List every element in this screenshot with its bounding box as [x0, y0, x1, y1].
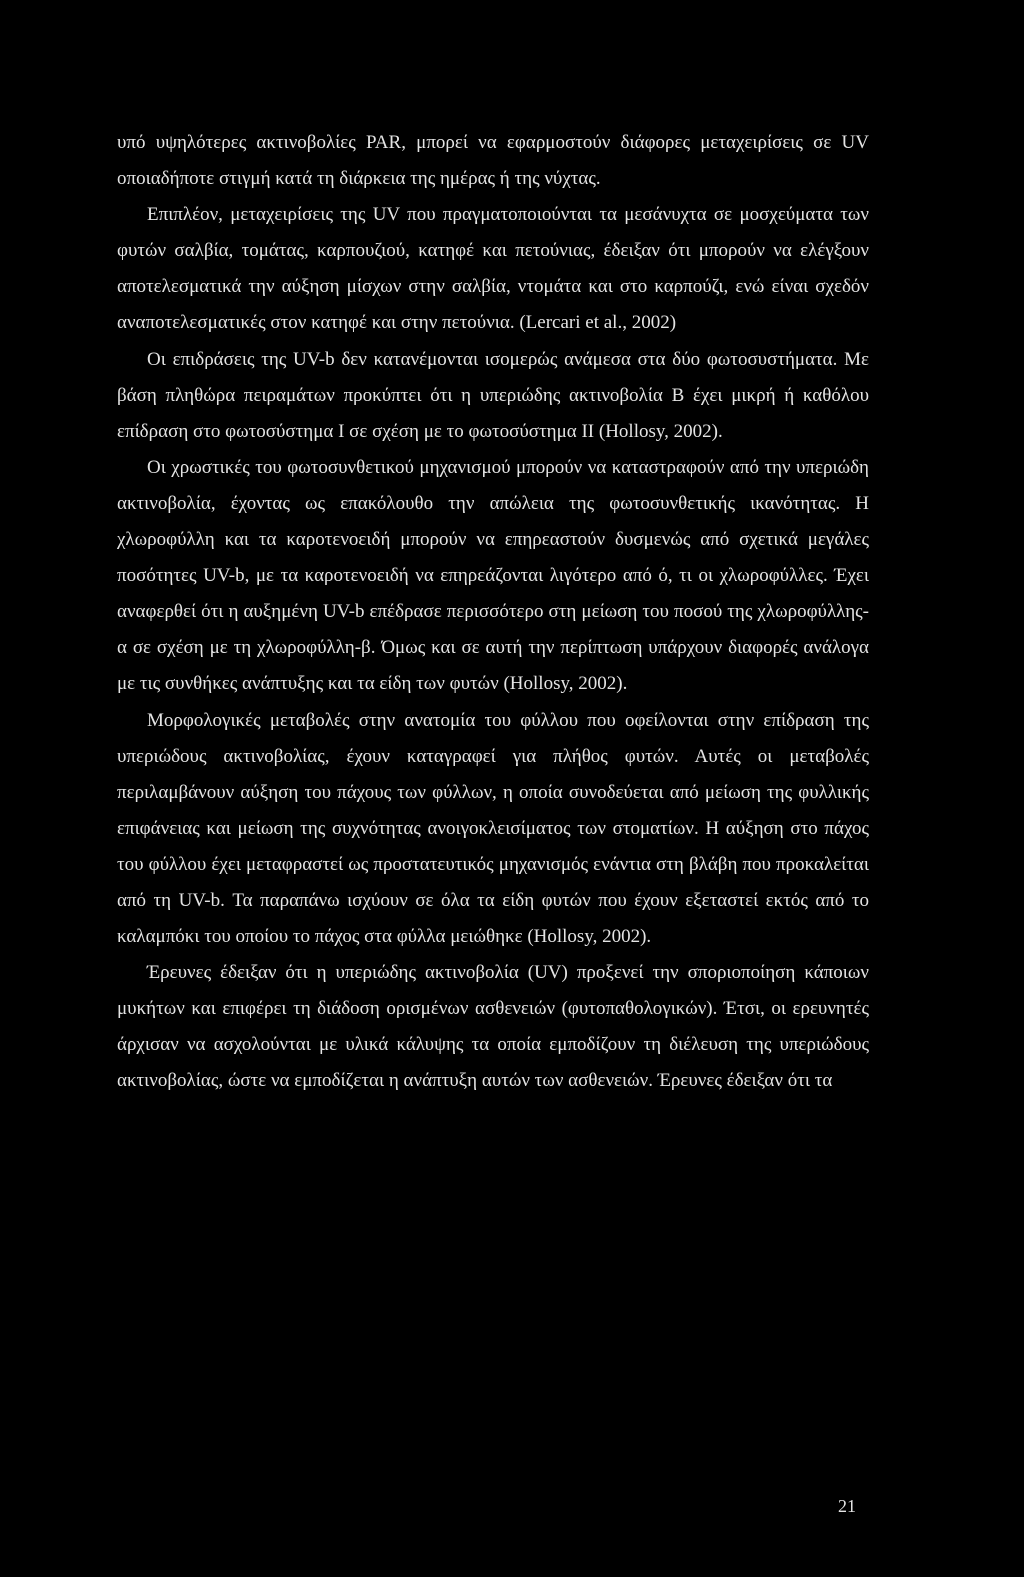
page-body: [117, 125, 869, 1100]
paragraph-photosystems: Οι επιδράσεις της UV-b δεν κατανέμονται ισομερώς ανάμεσα στα δύο φωτοσυστήματα. Με βάση πληθώρα πειραμάτων προκύπτει ότι η υπεριώδης ακτινοβολία Β έχει μικρή ή καθόλου επίδραση στο φωτοσύστημα I σε σχέση με το φωτοσύστημα II (Hollosy, 2002).: [117, 348, 869, 442]
paragraph-continuation: υπό υψηλότερες ακτινοβολίες PAR, μπορεί να εφαρμοστούν διάφορες μεταχειρίσεις σε UV οποιαδήποτε στιγμή κατά τη διάρκεια της ημέρας ή της νύχτας.: [117, 132, 869, 190]
page-number: 21: [838, 1496, 856, 1516]
paragraph-uv-midnight-treatments: Επιπλέον, μεταχειρίσεις της UV που πραγματοποιούνται τα μεσάνυχτα σε μοσχεύματα των φυτών σαλβία, τομάτας, καρπουζιού, κατηφέ και πετούνιας, έδειξαν ότι μπορούν να ελέγξουν αποτελεσματικά την αύξηση μίσχων στην σαλβία, ντομάτα και στο καρπούζι, ενώ είναι σχεδόν αναποτελεσματικές στον κατηφέ και στην πετούνια. (Lercari et al., 2002): [117, 204, 869, 334]
paragraph-diseases: Έρευνες έδειξαν ότι η υπεριώδης ακτινοβολία (UV) προξενεί την σποριοποίηση κάποιων μυκήτων και επιφέρει τη διάδοση ορισμένων ασθενειών (φυτοπαθολογικών). Έτσι, οι ερευνητές άρχισαν να ασχολούνται με υλικά κάλυψης τα οποία εμποδίζουν τη διέλευση της υπεριώδους ακτινοβολίας, ώστε να εμποδίζεται η ανάπτυξη αυτών των ασθενειών. Έρευνες έδειξαν ότι τα: [117, 962, 869, 1092]
paragraph-pigments: Οι χρωστικές του φωτοσυνθετικού μηχανισμού μπορούν να καταστραφούν από την υπεριώδη ακτινοβολία, έχοντας ως επακόλουθο την απώλεια της φωτοσυνθετικής ικανότητας. Η χλωροφύλλη και τα καροτενοειδή μπορούν να επηρεαστούν δυσμενώς από σχετικά μεγάλες ποσότητες UV-b, με τα καροτενοειδή να επηρεάζονται λιγότερο από ό, τι οι χλωροφύλλες. Έχει αναφερθεί ότι η αυξημένη UV-b επέδρασε περισσότερο στη μείωση του ποσού της χλωροφύλλης-α σε σχέση με τη χλωροφύλλη-β. Όμως και σε αυτή την περίπτωση υπάρχουν διαφορές ανάλογα με τις συνθήκες ανάπτυξης και τα είδη των φυτών (Hollosy, 2002).: [117, 456, 869, 695]
paragraph-morphology: Μορφολογικές μεταβολές στην ανατομία του φύλλου που οφείλονται στην επίδραση της υπεριώδους ακτινοβολίας, έχουν καταγραφεί για πλήθος φυτών. Αυτές οι μεταβολές περιλαμβάνουν αύξηση του πάχους των φύλλων, η οποία συνοδεύεται από μείωση της φυλλικής επιφάνειας και μείωση της συχνότητας ανοιγοκλεισίματος των στοματίων. Η αύξηση στο πάχος του φύλλου έχει μεταφραστεί ως προστατευτικός μηχανισμός ενάντια στη βλάβη που προκαλείται από τη UV-b. Τα παραπάνω ισχύουν σε όλα τα είδη φυτών που έχουν εξεταστεί εκτός από το καλαμπόκι του οποίου το πάχος στα φύλλα μειώθηκε (Hollosy, 2002).: [117, 709, 869, 948]
